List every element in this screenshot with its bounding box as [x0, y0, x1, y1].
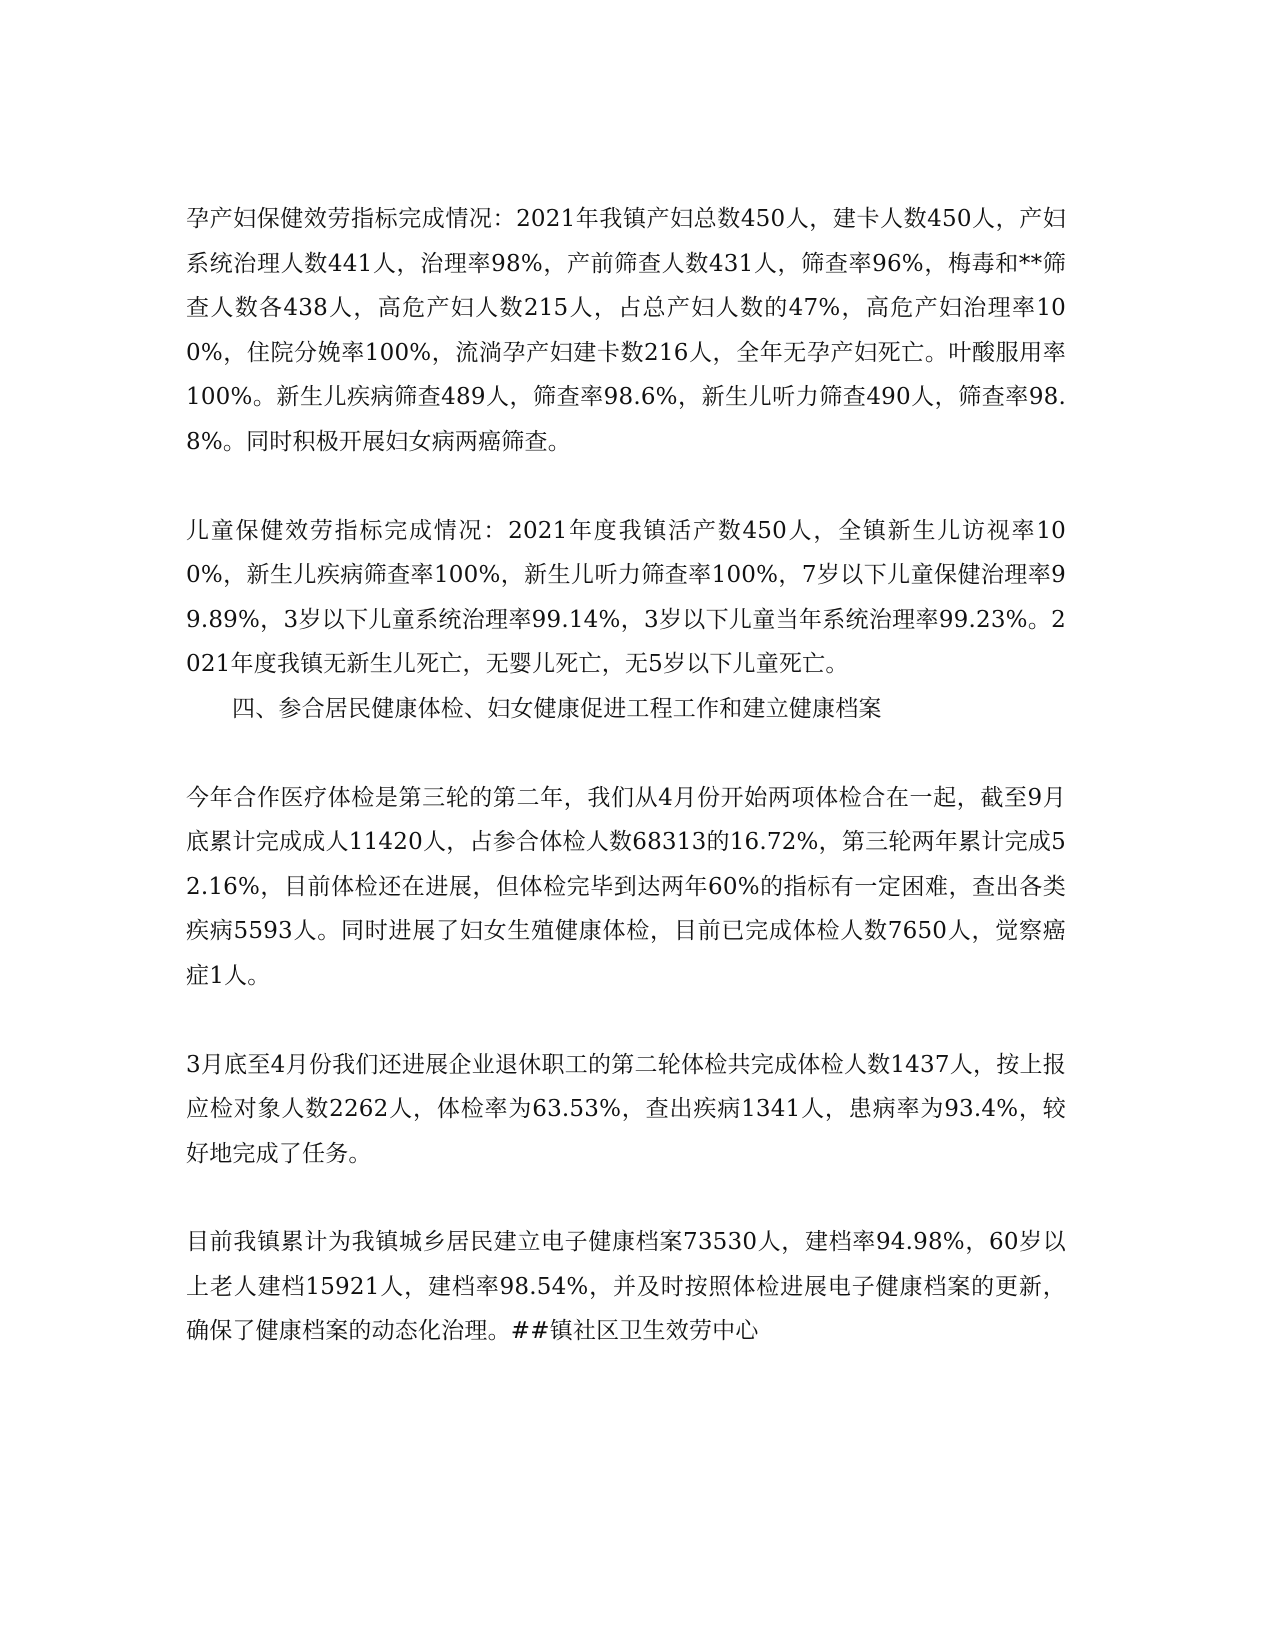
paragraph-child-health: 儿童保健效劳指标完成情况：2021年度我镇活产数450人，全镇新生儿访视率100%，新生儿疾病筛查率100%，新生儿听力筛查率100%，7岁以下儿童保健治理率99.89%，3岁以下儿童系统治理率99.14%，3岁以下儿童当年系统治理率99.23%。2021年度我镇无新生儿死亡，无婴儿死亡，无5岁以下儿童死亡。: [186, 517, 1066, 678]
document-body: [186, 197, 1066, 1354]
paragraph-spacer: [186, 999, 1066, 1043]
section-heading: 四、参合居民健康体检、妇女健康促进工程工作和建立健康档案: [232, 695, 882, 722]
paragraph-health-records: 目前我镇累计为我镇城乡居民建立电子健康档案73530人，建档率94.98%，60岁以上老人建档15921人，建档率98.54%，并及时按照体检进展电子健康档案的更新，确保了健康档案的动态化治理。##镇社区卫生效劳中心: [186, 1229, 1066, 1345]
paragraph-spacer: [186, 465, 1066, 509]
paragraph-spacer: [186, 1176, 1066, 1220]
paragraph-retiree-checkup: 3月底至4月份我们还进展企业退休职工的第二轮体检共完成体检人数1437人，按上报应检对象人数2262人，体检率为63.53%，查出疾病1341人，患病率为93.4%，较好地完成了任务。: [186, 1051, 1066, 1167]
paragraph-maternal-health: 孕产妇保健效劳指标完成情况：2021年我镇产妇总数450人，建卡人数450人，产妇系统治理人数441人，治理率98%，产前筛查人数431人，筛查率96%，梅毒和**筛查人数各438人，高危产妇人数215人，占总产妇人数的47%，高危产妇治理率100%，住院分娩率100%，流淌孕产妇建卡数216人，全年无孕产妇死亡。叶酸服用率100%。新生儿疾病筛查489人，筛查率98.6%，新生儿听力筛查490人，筛查率98.8%。同时积极开展妇女病两癌筛查。: [186, 206, 1066, 455]
paragraph-spacer: [186, 732, 1066, 776]
paragraph-cooperative-checkup: 今年合作医疗体检是第三轮的第二年，我们从4月份开始两项体检合在一起，截至9月底累计完成成人11420人，占参合体检人数68313的16.72%，第三轮两年累计完成52.16%，目前体检还在进展，但体检完毕到达两年60%的指标有一定困难，查出各类疾病5593人。同时进展了妇女生殖健康体检，目前已完成体检人数7650人，觉察癌症1人。: [186, 784, 1066, 989]
